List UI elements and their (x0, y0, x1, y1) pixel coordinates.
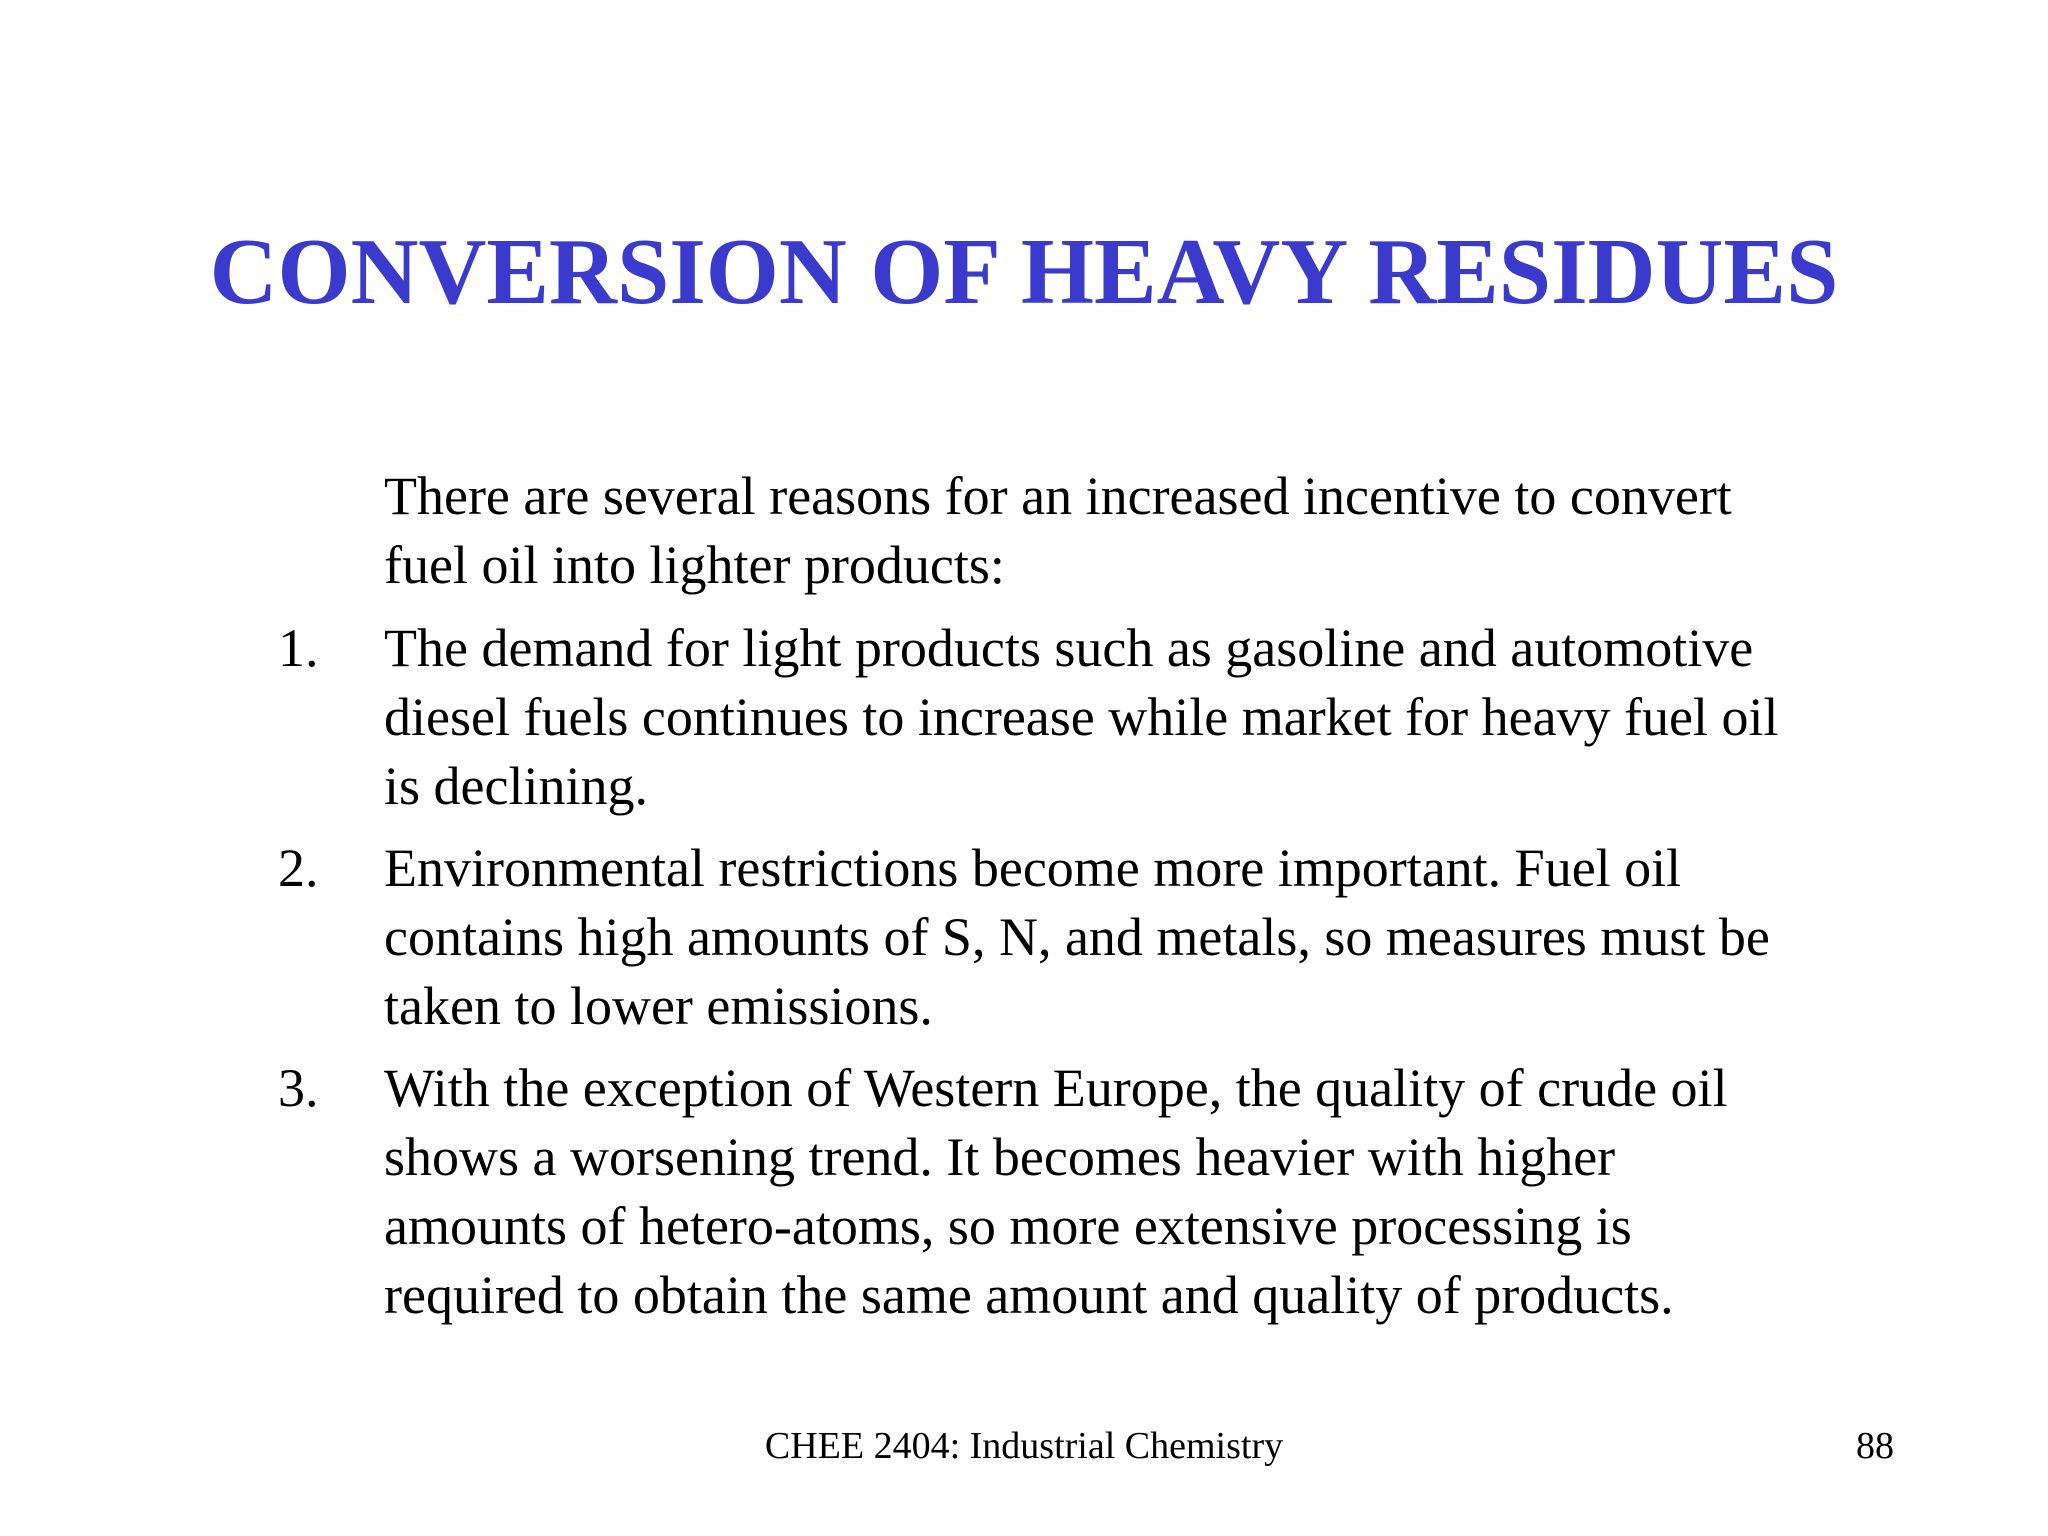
list-item-text (384, 1054, 1884, 1330)
list-item-line: required to obtain the same amount and quality of products. (384, 1265, 1674, 1325)
intro-paragraph (384, 462, 1884, 600)
list-item-line: diesel fuels continues to increase while market for heavy fuel oil (384, 687, 1779, 747)
list-item-line: shows a worsening trend. It becomes heavier with higher (384, 1127, 1616, 1187)
list-item-number: 2. (278, 838, 319, 898)
intro-line: fuel oil into lighter products: (384, 535, 1005, 595)
intro-line: There are several reasons for an increased incentive to convert (384, 466, 1732, 526)
list-item-line: is declining. (384, 756, 648, 816)
slide-title: CONVERSION OF HEAVY RESIDUES (209, 220, 1839, 324)
list-item-line: The demand for light products such as gasoline and automotive (384, 618, 1754, 678)
list-item-line: Environmental restrictions become more important. Fuel oil (384, 838, 1682, 898)
footer-page-number: 88 (1856, 1425, 1894, 1467)
list-item-number: 1. (278, 618, 319, 678)
list-item-line: contains high amounts of S, N, and metals, so measures must be (384, 907, 1770, 967)
list-item-line: amounts of hetero-atoms, so more extensive processing is (384, 1196, 1632, 1256)
list-item-number: 3. (278, 1058, 319, 1118)
list-item-line: taken to lower emissions. (384, 976, 933, 1036)
list-item-line: With the exception of Western Europe, the quality of crude oil (384, 1058, 1728, 1118)
footer-course-title: CHEE 2404: Industrial Chemistry (764, 1425, 1284, 1467)
list-item-text (384, 834, 1884, 1041)
list-item-text (384, 614, 1884, 821)
